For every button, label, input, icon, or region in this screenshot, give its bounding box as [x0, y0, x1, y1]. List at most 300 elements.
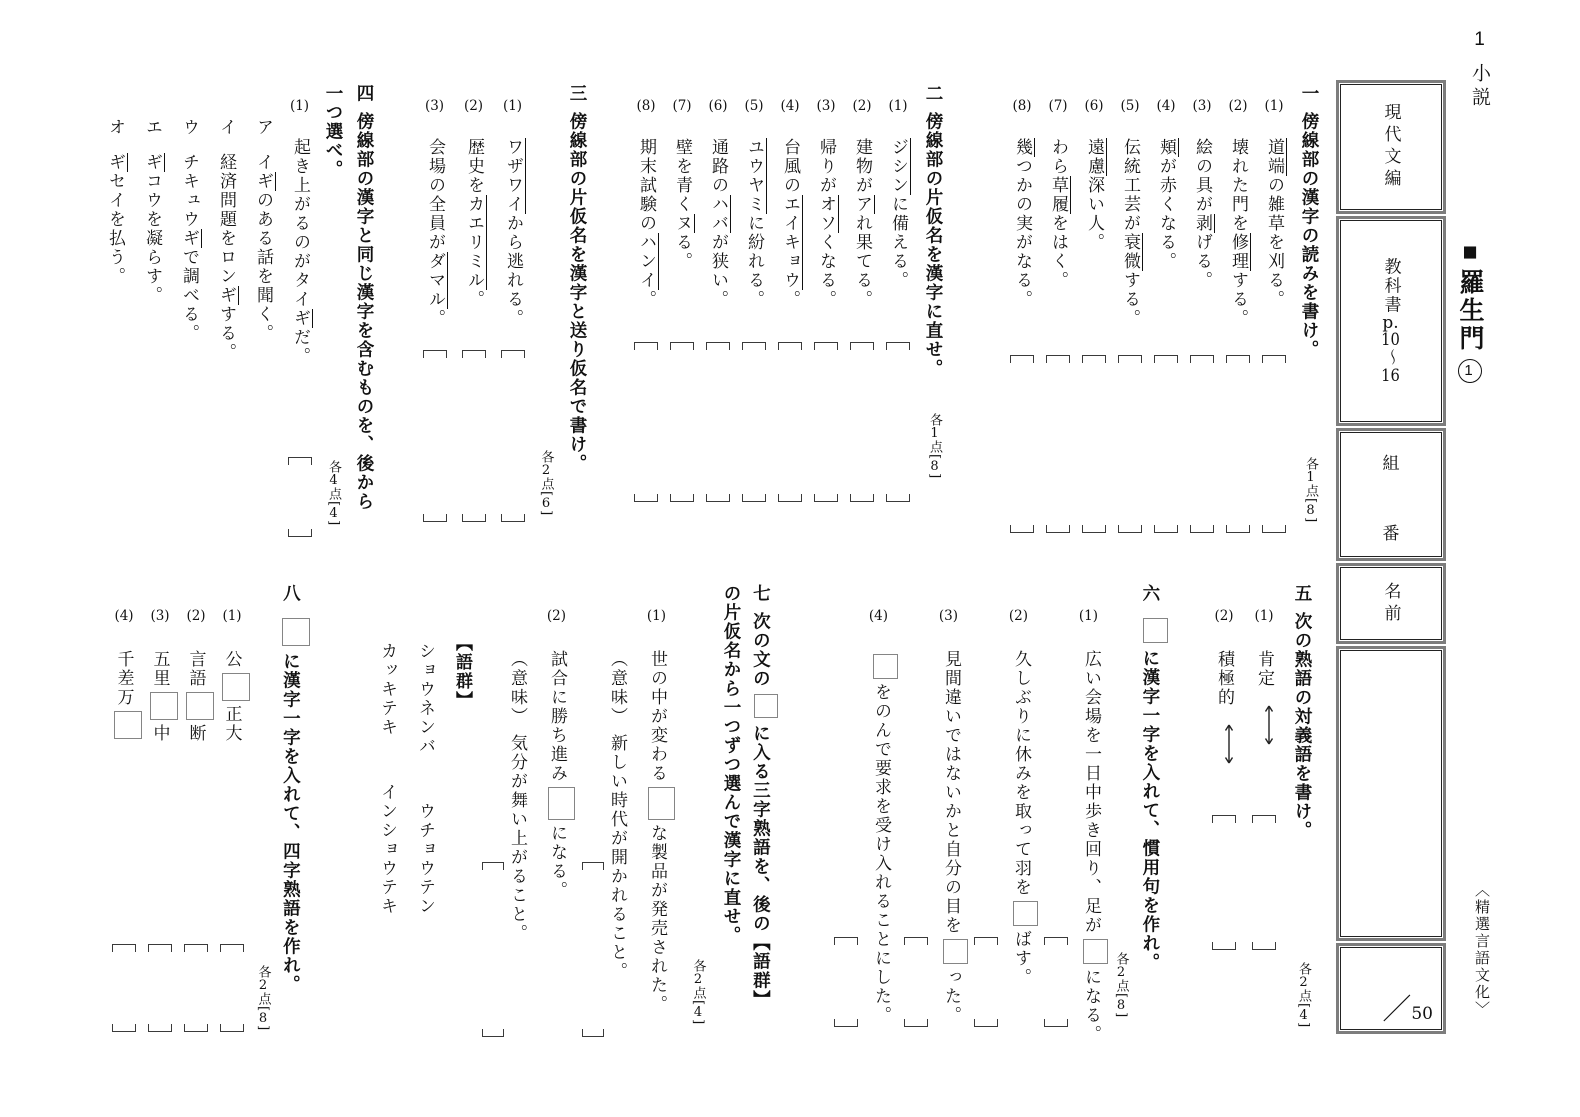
points-column: [1108, 572, 1134, 1050]
pts-total: 8: [1306, 504, 1315, 518]
item-text: 壊れた門を: [1228, 138, 1248, 233]
question-item: [628, 60, 664, 560]
choice-e[interactable]: [133, 60, 170, 560]
tilde: ～: [1380, 348, 1401, 368]
pts-total: 8: [930, 460, 939, 474]
question-5: [1182, 572, 1322, 1050]
pts-open: [: [1303, 498, 1318, 505]
answer-bracket[interactable]: [1154, 355, 1178, 533]
item-sentence: [933, 572, 968, 1050]
underlined-text: ギ: [142, 153, 165, 172]
meaning-label: （意味）: [607, 650, 627, 726]
choice-text: 経済問題をロン: [216, 153, 236, 286]
answer-bracket[interactable]: [501, 350, 525, 522]
question-item: [1112, 60, 1148, 560]
question-item: [808, 60, 844, 560]
points-label: [318, 460, 349, 526]
answer-bracket[interactable]: [1010, 355, 1034, 533]
kanji-blank-box[interactable]: [222, 673, 250, 701]
item-number: (4): [868, 608, 888, 624]
question-item: [1038, 572, 1108, 1050]
question-item: [480, 572, 580, 1050]
kanji-blank-box[interactable]: [186, 692, 214, 720]
item-text: 公: [221, 650, 242, 669]
answer-bracket[interactable]: [220, 944, 244, 1032]
pts-close: ]: [927, 473, 942, 480]
item-number: (2): [463, 98, 484, 114]
item-number: (2): [546, 608, 566, 624]
pts-per: 2: [693, 973, 703, 986]
kanji-blank-box[interactable]: [150, 692, 178, 720]
underlined-text: ギ: [216, 286, 239, 305]
item-text: が赤くなる。: [1156, 157, 1176, 271]
question-heading: [560, 60, 596, 560]
item-sentence: [534, 572, 580, 1050]
underlined-text: ア: [852, 195, 875, 214]
answer-bracket[interactable]: [634, 342, 658, 502]
answer-column: [898, 572, 933, 1050]
underlined-text: ギ: [179, 229, 202, 248]
pts-open: [: [326, 501, 341, 508]
underlined-text: ユウヤミ: [744, 138, 767, 214]
pts-each: 各: [1113, 952, 1129, 966]
question-item: [1184, 60, 1220, 560]
meaning-text: 気分が舞い上がること。: [507, 734, 527, 943]
pts-unit: 点: [927, 440, 942, 454]
answer-bracket[interactable]: [974, 937, 998, 1027]
item-text: 起き上がるのがタイ: [290, 138, 310, 309]
question-number: 七: [751, 584, 772, 603]
answer-bracket[interactable]: [148, 944, 172, 1032]
question-item: [1040, 60, 1076, 560]
item-text: する。: [1120, 271, 1140, 328]
question-title-line2: の片仮名から一つずつ選んで漢字に直せ。: [722, 584, 742, 945]
question-title-line1: に入る三字熟語を、後の【語群】: [751, 724, 772, 1009]
score-max: 50: [1411, 1004, 1433, 1024]
pts-each: 各: [326, 460, 341, 474]
choice-u[interactable]: [170, 60, 207, 560]
answer-bracket[interactable]: [778, 342, 802, 502]
question-item: [142, 572, 178, 1050]
word-group-label: 【語群】: [452, 634, 472, 710]
item-number: (4): [780, 98, 800, 114]
opposite-arrow-icon: [1223, 721, 1235, 767]
answer-bracket[interactable]: [1046, 355, 1070, 533]
question-item: [214, 572, 250, 1050]
choice-text: チキュウ: [179, 153, 199, 229]
item-number: (1): [502, 98, 523, 114]
answer-column: [828, 572, 863, 1050]
question-heading: [1284, 572, 1322, 1050]
choice-a[interactable]: [244, 60, 281, 560]
question-item: [1256, 60, 1292, 560]
kanji-blank-box[interactable]: [943, 939, 968, 964]
points-label: [1292, 457, 1328, 523]
question-number: 二: [924, 84, 944, 103]
item-number: (3): [816, 98, 836, 114]
question-item: [454, 60, 493, 560]
question-item: [178, 572, 214, 1050]
item-text: 絵の具が: [1192, 138, 1212, 214]
answer-bracket[interactable]: [742, 342, 766, 502]
item-text: が狭い。: [708, 233, 728, 309]
underlined-text: カエリミル: [464, 195, 487, 290]
answer-bracket[interactable]: [423, 350, 447, 522]
item-text: 。: [464, 290, 484, 309]
item-text: になる。: [547, 824, 567, 900]
item-text: から逃れる。: [503, 214, 523, 328]
pts-open: [: [927, 454, 942, 461]
item-text: だ。: [290, 328, 310, 366]
item-number: (7): [672, 98, 692, 114]
pts-total: 8: [258, 1012, 268, 1026]
answer-bracket[interactable]: [184, 944, 208, 1032]
answer-column: [1038, 572, 1073, 1050]
answer-bracket[interactable]: [462, 350, 486, 522]
pts-each: 各: [690, 959, 706, 973]
underlined-text: 遠慮: [1084, 138, 1107, 176]
question-title: に漢字一字を入れて、慣用句を作れ。: [1140, 649, 1161, 972]
question-item: [493, 60, 532, 560]
series-label: 〈精選言語文化〉: [1473, 882, 1491, 1018]
page-from: 10: [1381, 331, 1400, 349]
kanji-blank-box: [1143, 618, 1168, 643]
pts-total: 4: [693, 1006, 703, 1020]
pts-total: 6: [541, 497, 551, 511]
question-item: [968, 572, 1038, 1050]
item-text: 壁を青く: [672, 138, 692, 214]
item-text: 会場の全員が: [425, 138, 445, 252]
question-item: [772, 60, 808, 560]
pts-total: 4: [1299, 1009, 1308, 1023]
question-heading: [747, 572, 778, 1050]
item-number: (3): [938, 608, 958, 624]
question-number: 三: [568, 84, 588, 103]
name-label: 名前: [1380, 581, 1401, 626]
question-item: [1204, 572, 1244, 1050]
item-text: 試合に勝ち進み: [547, 650, 567, 783]
underlined-text: 衰微: [1120, 233, 1143, 271]
choice-text: イ: [253, 153, 273, 172]
item-text: な製品が発売された。: [647, 824, 667, 1014]
kanji-blank-box[interactable]: [648, 787, 675, 820]
pts-total: 8: [1116, 999, 1126, 1013]
item-text: になる。: [1081, 968, 1101, 1044]
choice-letter: エ: [142, 118, 162, 137]
answer-bracket[interactable]: [1212, 815, 1236, 950]
item-number: (2): [1008, 608, 1028, 624]
item-number: (2): [1214, 608, 1234, 624]
question-title-line1: 次の文の: [751, 612, 772, 688]
choice-letter: ア: [253, 118, 273, 137]
question-item: [1004, 60, 1040, 560]
question-title: に漢字一字を入れて、四字熟語を作れ。: [281, 652, 302, 994]
pts-total: 4: [329, 507, 338, 521]
question-number: 四: [355, 84, 375, 103]
item-number: (2): [852, 98, 872, 114]
question-number: 一: [1300, 84, 1320, 103]
item-sentence: [1073, 572, 1108, 1050]
item-number: (1): [1254, 608, 1274, 624]
underlined-text: 頬: [1156, 138, 1179, 157]
choice-i[interactable]: [207, 60, 244, 560]
opposite-arrow-icon: [1263, 702, 1275, 748]
points-label: [1112, 952, 1131, 1018]
points-label: [537, 450, 556, 516]
answer-bracket[interactable]: [904, 937, 928, 1027]
item-text: 五里: [149, 650, 170, 688]
item-text: 伝統工芸が: [1120, 138, 1140, 233]
item-number: (3): [150, 608, 170, 624]
item-number: (5): [744, 98, 764, 114]
kanji-blank-box[interactable]: [114, 711, 142, 739]
question-4: [98, 60, 380, 560]
item-text: する。: [1228, 271, 1248, 328]
pts-open: [: [690, 1000, 706, 1007]
underlined-text: ハバ: [708, 195, 731, 233]
kanji-blank-box: [282, 618, 310, 646]
class-label: 組: [1382, 454, 1400, 474]
question-3: [414, 60, 596, 560]
item-text: げる。: [1192, 233, 1212, 290]
page-to: 16: [1381, 367, 1400, 385]
choice-letter: イ: [216, 118, 236, 137]
item-number: (2): [186, 608, 206, 624]
item-text: 中: [149, 724, 170, 743]
title-text: 羅生門: [1456, 269, 1484, 353]
question-heading: [1134, 572, 1168, 1050]
item-text: 。: [636, 290, 656, 309]
answer-bracket[interactable]: [1190, 355, 1214, 533]
pts-unit: 点: [538, 477, 554, 491]
underlined-text: ジシン: [888, 138, 911, 195]
answer-bracket[interactable]: [1044, 937, 1068, 1027]
answer-bracket[interactable]: [1082, 355, 1106, 533]
answer-bracket[interactable]: [886, 342, 910, 502]
item-number: (1): [1078, 608, 1098, 624]
item-text: つかの実がなる。: [1012, 157, 1032, 309]
item-text: 正大: [221, 705, 242, 743]
item-number: (1): [1264, 98, 1284, 114]
pts-each: 各: [255, 965, 271, 979]
underlined-text: ギ: [105, 153, 128, 172]
item-text: わら: [1048, 138, 1068, 176]
pts-close: ]: [326, 520, 341, 527]
pts-close: ]: [1303, 517, 1318, 524]
pts-per: 1: [930, 427, 939, 440]
pts-per: 1: [1306, 471, 1315, 484]
word-option[interactable]: インショウテキ: [377, 783, 397, 916]
answer-bracket[interactable]: [1118, 355, 1142, 533]
pts-open: [: [538, 491, 554, 498]
item-number: (1): [222, 608, 242, 624]
pts-close: ]: [1296, 1022, 1311, 1029]
item-number: (3): [424, 98, 445, 114]
pts-unit: 点: [255, 992, 271, 1006]
question-6: [836, 572, 1168, 1050]
item-number: (5): [1120, 98, 1140, 114]
question-title-line1: 傍線部の漢字と同じ漢字を含むものを、後から: [355, 112, 375, 511]
pts-open: [: [255, 1006, 271, 1013]
question-number: 八: [281, 584, 302, 603]
question-title: 次の熟語の対義語を書け。: [1293, 612, 1313, 840]
points-label: [1284, 962, 1322, 1028]
question-8: [88, 572, 310, 1050]
question-item: [828, 572, 898, 1050]
kanji-blank-box[interactable]: [1083, 939, 1108, 964]
answer-bracket[interactable]: [112, 944, 136, 1032]
underlined-text: 剥: [1192, 214, 1215, 233]
word-option[interactable]: ショウネンバ: [415, 642, 435, 756]
item-text: った。: [941, 968, 961, 1025]
question-title: 傍線部の漢字の読みを書け。: [1300, 112, 1320, 359]
pts-per: 4: [329, 474, 338, 487]
answer-bracket[interactable]: [482, 862, 504, 1037]
question-7: [336, 572, 778, 1050]
points-label: [916, 413, 952, 479]
pts-unit: 点: [1303, 484, 1318, 498]
choice-o[interactable]: [96, 60, 133, 560]
pts-per: 2: [1299, 976, 1308, 989]
answer-bracket[interactable]: [1226, 355, 1250, 533]
pts-per: 2: [541, 464, 551, 477]
item-text: 言語: [185, 650, 206, 688]
underlined-text: ワザワイ: [503, 138, 526, 214]
item-text: に紛れる。: [744, 214, 764, 309]
choice-letter: オ: [105, 118, 125, 137]
underlined-text: ギ: [290, 309, 313, 328]
question-2: [630, 60, 952, 560]
word-option[interactable]: カッキテキ: [377, 642, 397, 737]
answer-bracket[interactable]: [834, 937, 858, 1027]
pts-each: 各: [1303, 457, 1318, 471]
word-group-column: [406, 572, 444, 1050]
question-item: [664, 60, 700, 560]
item-number: (4): [114, 608, 134, 624]
number-label: 番: [1382, 524, 1400, 544]
underlined-text: 修理: [1228, 233, 1251, 271]
question-item: [898, 572, 968, 1050]
item-text: 世の中が変わる: [647, 650, 667, 783]
item-text: 久しぶりに休みを取って羽を: [1011, 650, 1031, 897]
item-sentence: [634, 572, 680, 1050]
item-text: る。: [672, 233, 692, 271]
answer-bracket[interactable]: [582, 862, 604, 1037]
underlined-text: ハンイ: [636, 233, 659, 290]
answer-bracket[interactable]: [1252, 815, 1276, 950]
item-number: (1): [289, 98, 310, 114]
question-item: [1076, 60, 1112, 560]
question-heading: [276, 572, 310, 1050]
points-label: [254, 965, 273, 1031]
item-number: (1): [646, 608, 666, 624]
item-number: (1): [888, 98, 908, 114]
pts-per: 2: [1116, 966, 1126, 979]
item-number: (8): [1012, 98, 1032, 114]
textbook-label: 教科書: [1380, 257, 1401, 315]
question-item: [844, 60, 880, 560]
underlined-text: 幾: [1012, 138, 1035, 157]
choice-text: セイを払う。: [105, 172, 125, 286]
item-text: 歴史を: [464, 138, 484, 195]
pts-each: 各: [538, 450, 554, 464]
question-title: 傍線部の片仮名を漢字と送り仮名で書け。: [568, 112, 588, 473]
question-heading-line2: [716, 572, 747, 1050]
question-item: [700, 60, 736, 560]
pts-unit: 点: [1296, 989, 1311, 1003]
underlined-text: オソ: [816, 195, 839, 233]
choice-text: のある話を聞く。: [253, 191, 273, 343]
question-heading: [916, 60, 952, 560]
question-heading: [349, 60, 380, 560]
title-marker-icon: ■: [1456, 238, 1484, 269]
kanji-blank-box[interactable]: [548, 787, 575, 820]
answer-bracket[interactable]: [670, 342, 694, 502]
question-item: [580, 572, 680, 1050]
row-top: [0, 60, 1580, 560]
item-number: (6): [708, 98, 728, 114]
pts-close: ]: [690, 1019, 706, 1026]
pts-unit: 点: [326, 487, 341, 501]
pts-close: ]: [538, 510, 554, 517]
question-item: [1220, 60, 1256, 560]
question-item: [415, 60, 454, 560]
pts-per: 2: [258, 979, 268, 992]
genre-label: 小説: [1469, 63, 1490, 111]
meaning-column: [480, 572, 534, 1050]
item-sentence: [1003, 572, 1038, 1050]
underlined-text: 草履: [1048, 176, 1071, 214]
item-text: 深い人。: [1084, 176, 1104, 252]
answer-bracket[interactable]: [850, 342, 874, 502]
kanji-blank-box[interactable]: [1013, 901, 1038, 926]
item-number: (7): [1048, 98, 1068, 114]
item-text: 積極的: [1214, 650, 1234, 707]
item-text: れ果てる。: [852, 214, 872, 309]
item-text: に備える。: [888, 195, 908, 290]
item-text: 。: [780, 290, 800, 309]
question-item: [281, 60, 318, 560]
word-option[interactable]: ウチョウテン: [415, 802, 435, 916]
question-title-line2: 一つ選べ。: [324, 84, 344, 179]
choice-letter: ウ: [179, 118, 199, 137]
item-number: (4): [1156, 98, 1176, 114]
item-sentence: [863, 572, 898, 1050]
item-text: くなる。: [816, 233, 836, 309]
answer-bracket[interactable]: [814, 342, 838, 502]
underlined-text: 道端: [1264, 138, 1287, 176]
meaning-label: （意味）: [507, 650, 527, 726]
pts-open: [: [1113, 993, 1129, 1000]
answer-column: [968, 572, 1003, 1050]
question-item: [1244, 572, 1284, 1050]
question-1: [996, 60, 1328, 560]
item-number: (8): [636, 98, 656, 114]
item-text: 期末試験の: [636, 138, 656, 233]
answer-bracket[interactable]: [288, 457, 312, 537]
answer-bracket[interactable]: [706, 342, 730, 502]
item-text: 。: [425, 309, 445, 328]
item-text: の雑草を刈る。: [1264, 176, 1284, 309]
kanji-blank-box: [754, 694, 778, 718]
item-text: 肯定: [1254, 650, 1274, 688]
question-number: 五: [1293, 584, 1313, 603]
meaning-text: 新しい時代が開かれること。: [607, 734, 627, 981]
answer-bracket[interactable]: [1262, 355, 1286, 533]
kanji-blank-box[interactable]: [873, 654, 898, 679]
pts-unit: 点: [690, 986, 706, 1000]
question-item: [106, 572, 142, 1050]
